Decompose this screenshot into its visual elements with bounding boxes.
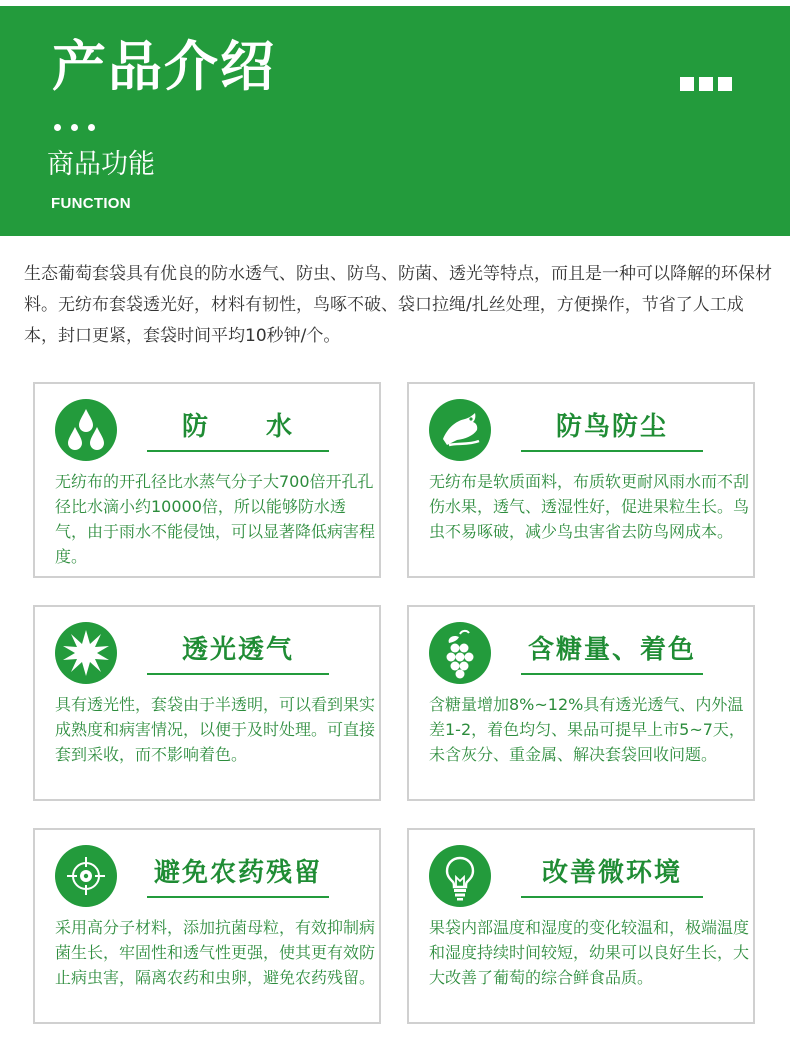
square-icon bbox=[699, 77, 713, 91]
feature-description: 果袋内部温度和湿度的变化较温和，极端温度和湿度持续时间较短，幼果可以良好生长，大大改善了葡萄的综合鲜食品质。 bbox=[429, 918, 750, 987]
feature-card-waterproof bbox=[33, 382, 381, 578]
feature-description: 具有透光性，套袋由于半透明，可以看到果实成熟度和病害情况，以便于及时处理。可直接套到采收，而不影响着色。 bbox=[55, 695, 376, 764]
feature-description: 无纺布的开孔径比水蒸气分子大700倍开孔孔径比水滴小约10000倍，所以能够防水透气，由于雨水不能侵蚀，可以显著降低病害程度。 bbox=[55, 472, 376, 566]
section-title-en: FUNCTION bbox=[51, 195, 131, 212]
sunburst-icon bbox=[55, 622, 117, 684]
feature-description: 采用高分子材料，添加抗菌母粒，有效抑制病菌生长，牢固性和透气性更强，使其更有效防止病虫害，隔离农药和虫卵，避免农药残留。 bbox=[55, 918, 376, 987]
feature-title: 防鸟防尘 bbox=[521, 408, 703, 452]
dot-icon bbox=[71, 124, 78, 131]
dot-icon bbox=[88, 124, 95, 131]
decorative-squares bbox=[680, 77, 732, 91]
feature-card-no-pesticide bbox=[33, 828, 381, 1024]
bird-icon bbox=[429, 399, 491, 461]
target-icon bbox=[55, 845, 117, 907]
lightbulb-icon bbox=[429, 845, 491, 907]
decorative-dots bbox=[54, 124, 95, 131]
feature-card-sugar-color bbox=[407, 605, 755, 801]
dot-icon bbox=[54, 124, 61, 131]
feature-title: 透光透气 bbox=[147, 631, 329, 675]
square-icon bbox=[680, 77, 694, 91]
feature-description: 无纺布是软质面料，布质软更耐风雨水而不刮伤水果，透气、透湿性好，促进果粒生长。鸟虫不易啄破，减少鸟虫害省去防鸟网成本。 bbox=[429, 472, 750, 541]
feature-title: 含糖量、着色 bbox=[521, 631, 703, 675]
page-title: 产品介绍 bbox=[52, 35, 276, 98]
section-title: 商品功能 bbox=[47, 149, 155, 180]
header-banner bbox=[0, 0, 790, 236]
feature-title: 避免农药残留 bbox=[147, 854, 329, 898]
square-icon bbox=[718, 77, 732, 91]
feature-title: 防 水 bbox=[147, 408, 329, 452]
intro-paragraph: 生态葡萄套袋具有优良的防水透气、防虫、防鸟、防菌、透光等特点，而且是一种可以降解的环保材料。无纺布套袋透光好，材料有韧性，鸟啄不破、袋口拉绳/扎丝处理，方便操作，节省了人工成本，封口更紧，套袋时间平均10秒钟/个。 bbox=[24, 264, 772, 346]
feature-card-light-air bbox=[33, 605, 381, 801]
feature-title: 改善微环境 bbox=[521, 854, 703, 898]
grapes-icon bbox=[429, 622, 491, 684]
feature-description: 含糖量增加8%~12%具有透光透气、内外温差1-2，着色均匀、果品可提早上市5~7天，未含灰分、重金属、解决套袋回收问题。 bbox=[429, 695, 745, 764]
water-drops-icon bbox=[55, 399, 117, 461]
feature-card-micro-environment bbox=[407, 828, 755, 1024]
feature-card-bird-dust bbox=[407, 382, 755, 578]
